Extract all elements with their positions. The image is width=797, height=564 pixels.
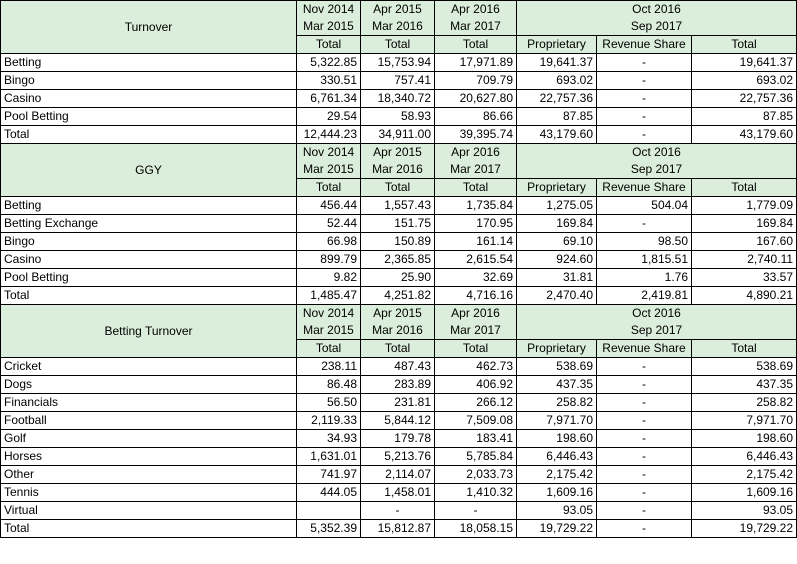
- table-cell: 5,322.85: [297, 54, 361, 72]
- table-row: [1, 269, 797, 287]
- table-cell: 183.41: [435, 430, 517, 448]
- period-header: Nov 2014 Mar 2015: [297, 144, 361, 179]
- table-row: [1, 251, 797, 269]
- table-cell: 2,114.07: [361, 466, 435, 484]
- table-row: [1, 108, 797, 126]
- table-cell: 238.11: [297, 358, 361, 376]
- table-cell: 258.82: [517, 394, 597, 412]
- table-cell: 56.50: [297, 394, 361, 412]
- table-cell: 169.84: [692, 215, 797, 233]
- row-label: Betting: [1, 54, 297, 72]
- table-cell: 22,757.36: [517, 90, 597, 108]
- table-cell: 2,615.54: [435, 251, 517, 269]
- period-header: Nov 2014 Mar 2015: [297, 305, 361, 340]
- column-header: Total: [435, 340, 517, 358]
- table-cell: 6,446.43: [517, 448, 597, 466]
- table-row: [1, 448, 797, 466]
- table-cell: 87.85: [517, 108, 597, 126]
- table-cell: 538.69: [692, 358, 797, 376]
- table-cell: 1,485.47: [297, 287, 361, 305]
- table-cell: 150.89: [361, 233, 435, 251]
- table-cell: 741.97: [297, 466, 361, 484]
- table-cell: 32.69: [435, 269, 517, 287]
- table-cell: 2,740.11: [692, 251, 797, 269]
- table-cell: 266.12: [435, 394, 517, 412]
- table-cell: 2,175.42: [517, 466, 597, 484]
- table-row: [1, 233, 797, 251]
- table-cell: 693.02: [517, 72, 597, 90]
- column-header: Revenue Share: [597, 36, 692, 54]
- table-row: [1, 520, 797, 538]
- table-cell: 406.92: [435, 376, 517, 394]
- table-cell: 98.50: [597, 233, 692, 251]
- table-cell: 899.79: [297, 251, 361, 269]
- table-cell: -: [597, 108, 692, 126]
- table-cell: -: [597, 430, 692, 448]
- table-cell: 167.60: [692, 233, 797, 251]
- table-cell: 43,179.60: [517, 126, 597, 144]
- row-label: Cricket: [1, 358, 297, 376]
- row-label: Betting: [1, 197, 297, 215]
- column-header: Total: [692, 179, 797, 197]
- table-cell: 93.05: [517, 502, 597, 520]
- table-cell: 151.75: [361, 215, 435, 233]
- table-row: [1, 502, 797, 520]
- row-label: Pool Betting: [1, 108, 297, 126]
- table-cell: 5,844.12: [361, 412, 435, 430]
- table-cell: 7,509.08: [435, 412, 517, 430]
- table-cell: 1,609.16: [517, 484, 597, 502]
- period-header: Apr 2015 Mar 2016: [361, 305, 435, 340]
- table-cell: 693.02: [692, 72, 797, 90]
- row-label: Dogs: [1, 376, 297, 394]
- row-label: Pool Betting: [1, 269, 297, 287]
- table-cell: 1,609.16: [692, 484, 797, 502]
- table-cell: 1,410.32: [435, 484, 517, 502]
- table-row: [1, 484, 797, 502]
- table-cell: 86.66: [435, 108, 517, 126]
- table-cell: 1.76: [597, 269, 692, 287]
- column-header: Revenue Share: [597, 179, 692, 197]
- period-header: Apr 2016 Mar 2017: [435, 144, 517, 179]
- table-cell: 86.48: [297, 376, 361, 394]
- row-label: Horses: [1, 448, 297, 466]
- table-row: [1, 394, 797, 412]
- table-cell: -: [597, 215, 692, 233]
- table-cell: 20,627.80: [435, 90, 517, 108]
- table-cell: -: [435, 502, 517, 520]
- period-header: Oct 2016 Sep 2017: [517, 1, 797, 36]
- table-cell: 69.10: [517, 233, 597, 251]
- table-cell: 2,365.85: [361, 251, 435, 269]
- table-cell: 1,815.51: [597, 251, 692, 269]
- column-header: Proprietary: [517, 36, 597, 54]
- table-cell: -: [597, 72, 692, 90]
- table-cell: 462.73: [435, 358, 517, 376]
- row-label: Casino: [1, 251, 297, 269]
- table-cell: 4,251.82: [361, 287, 435, 305]
- table-cell: 9.82: [297, 269, 361, 287]
- table-cell: -: [597, 502, 692, 520]
- column-header: Total: [435, 179, 517, 197]
- column-header: Proprietary: [517, 179, 597, 197]
- table-row: [1, 72, 797, 90]
- table-cell: 39,395.74: [435, 126, 517, 144]
- table-cell: 5,213.76: [361, 448, 435, 466]
- row-label: Football: [1, 412, 297, 430]
- table-cell: 2,175.42: [692, 466, 797, 484]
- period-header: Nov 2014 Mar 2015: [297, 1, 361, 36]
- table-row: [1, 358, 797, 376]
- table-cell: 15,753.94: [361, 54, 435, 72]
- table-row: [1, 90, 797, 108]
- table-cell: [297, 502, 361, 520]
- table-cell: 283.89: [361, 376, 435, 394]
- table-cell: 58.93: [361, 108, 435, 126]
- table-cell: 1,779.09: [692, 197, 797, 215]
- table-cell: 33.57: [692, 269, 797, 287]
- table-cell: 5,352.39: [297, 520, 361, 538]
- row-label: Betting Exchange: [1, 215, 297, 233]
- table-row: [1, 197, 797, 215]
- period-header: Apr 2016 Mar 2017: [435, 305, 517, 340]
- table-row: [1, 466, 797, 484]
- period-header: Apr 2015 Mar 2016: [361, 1, 435, 36]
- table-row: [1, 126, 797, 144]
- column-header: Total: [361, 179, 435, 197]
- row-label: Casino: [1, 90, 297, 108]
- table-cell: 6,446.43: [692, 448, 797, 466]
- table-cell: 504.04: [597, 197, 692, 215]
- table-cell: -: [597, 484, 692, 502]
- row-label: Bingo: [1, 72, 297, 90]
- table-row: [1, 215, 797, 233]
- table-cell: 161.14: [435, 233, 517, 251]
- table-cell: -: [597, 412, 692, 430]
- column-header: Total: [297, 179, 361, 197]
- table-cell: 456.44: [297, 197, 361, 215]
- row-label: Bingo: [1, 233, 297, 251]
- column-header: Total: [297, 340, 361, 358]
- row-label: Golf: [1, 430, 297, 448]
- table-cell: 170.95: [435, 215, 517, 233]
- table-row: [1, 412, 797, 430]
- table-cell: 19,729.22: [517, 520, 597, 538]
- table-cell: 52.44: [297, 215, 361, 233]
- row-label: Total: [1, 520, 297, 538]
- table-cell: 25.90: [361, 269, 435, 287]
- table-cell: 1,631.01: [297, 448, 361, 466]
- period-header: Oct 2016 Sep 2017: [517, 305, 797, 340]
- table-row: [1, 376, 797, 394]
- table-row: [1, 54, 797, 72]
- table-cell: 2,419.81: [597, 287, 692, 305]
- section-title: Turnover: [1, 1, 297, 54]
- table-cell: 169.84: [517, 215, 597, 233]
- table-cell: 43,179.60: [692, 126, 797, 144]
- column-header: Total: [361, 340, 435, 358]
- column-header: Total: [297, 36, 361, 54]
- table-cell: -: [597, 376, 692, 394]
- row-label: Financials: [1, 394, 297, 412]
- table-cell: 34.93: [297, 430, 361, 448]
- table-cell: 17,971.89: [435, 54, 517, 72]
- table-cell: 179.78: [361, 430, 435, 448]
- section-title: GGY: [1, 144, 297, 197]
- table-cell: 4,890.21: [692, 287, 797, 305]
- table-cell: 15,812.87: [361, 520, 435, 538]
- table-cell: 19,641.37: [692, 54, 797, 72]
- table-cell: 5,785.84: [435, 448, 517, 466]
- section-title: Betting Turnover: [1, 305, 297, 358]
- table-cell: -: [597, 394, 692, 412]
- table-cell: 198.60: [692, 430, 797, 448]
- table-cell: 34,911.00: [361, 126, 435, 144]
- row-label: Other: [1, 466, 297, 484]
- period-header: Apr 2016 Mar 2017: [435, 1, 517, 36]
- table-cell: 29.54: [297, 108, 361, 126]
- table-cell: 87.85: [692, 108, 797, 126]
- table-cell: -: [597, 54, 692, 72]
- column-header: Revenue Share: [597, 340, 692, 358]
- table-cell: 12,444.23: [297, 126, 361, 144]
- table-cell: 330.51: [297, 72, 361, 90]
- table-cell: 6,761.34: [297, 90, 361, 108]
- table-cell: -: [597, 126, 692, 144]
- table-cell: 2,033.73: [435, 466, 517, 484]
- table-cell: 66.98: [297, 233, 361, 251]
- table-cell: -: [361, 502, 435, 520]
- period-header: Apr 2015 Mar 2016: [361, 144, 435, 179]
- table-cell: 198.60: [517, 430, 597, 448]
- table-cell: 2,470.40: [517, 287, 597, 305]
- table-cell: 487.43: [361, 358, 435, 376]
- table-cell: 258.82: [692, 394, 797, 412]
- row-label: Total: [1, 287, 297, 305]
- table-cell: 444.05: [297, 484, 361, 502]
- table-cell: 538.69: [517, 358, 597, 376]
- row-label: Tennis: [1, 484, 297, 502]
- table-cell: -: [597, 90, 692, 108]
- period-header: Oct 2016 Sep 2017: [517, 144, 797, 179]
- table-cell: 1,458.01: [361, 484, 435, 502]
- table-cell: 7,971.70: [692, 412, 797, 430]
- table-cell: -: [597, 520, 692, 538]
- table-cell: 22,757.36: [692, 90, 797, 108]
- row-label: Virtual: [1, 502, 297, 520]
- table-cell: 7,971.70: [517, 412, 597, 430]
- table-cell: 18,058.15: [435, 520, 517, 538]
- column-header: Total: [435, 36, 517, 54]
- table-cell: 93.05: [692, 502, 797, 520]
- table-row: [1, 287, 797, 305]
- table-cell: 4,716.16: [435, 287, 517, 305]
- column-header: Proprietary: [517, 340, 597, 358]
- column-header: Total: [692, 36, 797, 54]
- table-cell: 757.41: [361, 72, 435, 90]
- table-cell: -: [597, 448, 692, 466]
- column-header: Total: [361, 36, 435, 54]
- table-cell: 709.79: [435, 72, 517, 90]
- table-cell: 231.81: [361, 394, 435, 412]
- table-cell: 1,735.84: [435, 197, 517, 215]
- table-cell: 2,119.33: [297, 412, 361, 430]
- table-cell: 19,729.22: [692, 520, 797, 538]
- table-row: [1, 430, 797, 448]
- table-cell: 1,275.05: [517, 197, 597, 215]
- row-label: Total: [1, 126, 297, 144]
- table-cell: 31.81: [517, 269, 597, 287]
- table-cell: 924.60: [517, 251, 597, 269]
- table-cell: 1,557.43: [361, 197, 435, 215]
- table-cell: 18,340.72: [361, 90, 435, 108]
- table-cell: -: [597, 466, 692, 484]
- table-cell: 437.35: [517, 376, 597, 394]
- table-cell: -: [597, 358, 692, 376]
- table-cell: 19,641.37: [517, 54, 597, 72]
- column-header: Total: [692, 340, 797, 358]
- table-cell: 437.35: [692, 376, 797, 394]
